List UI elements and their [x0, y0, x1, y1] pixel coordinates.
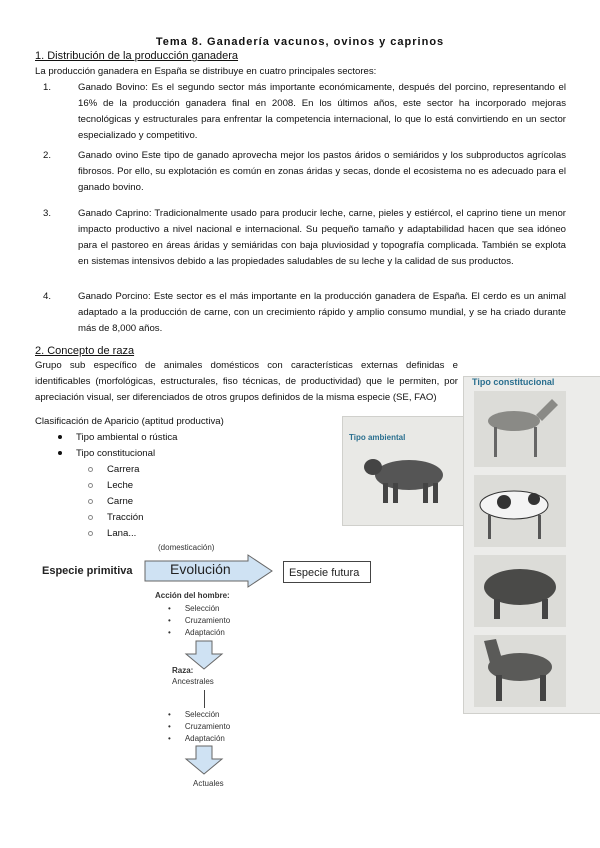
- bullet-text: Carne: [107, 496, 134, 507]
- list-item: [43, 206, 566, 270]
- list-item: [43, 80, 566, 144]
- sub-bullet-item: [88, 526, 136, 542]
- sub-bullet-item: [88, 462, 140, 478]
- list-item: [43, 148, 566, 196]
- constitutional-types-image: [463, 376, 600, 714]
- section1-heading: 1. Distribución de la producción ganadera: [35, 50, 239, 62]
- bullet-text: Leche: [107, 480, 134, 491]
- action-item: • Adaptación: [168, 734, 225, 743]
- circle-bullet-icon: [88, 515, 93, 520]
- connector-line: [204, 690, 205, 708]
- bullet-text: Lana...: [107, 528, 137, 539]
- image-caption: Tipo ambiental: [349, 433, 406, 442]
- bullet-item: [58, 446, 155, 462]
- item-number: 3.: [43, 208, 52, 219]
- bullet-text: Tracción: [107, 512, 144, 523]
- domestication-label: (domesticación): [158, 543, 215, 552]
- sub-bullet-item: [88, 494, 133, 510]
- down-arrow-icon: [184, 745, 224, 775]
- item-number: 2.: [43, 150, 52, 161]
- sub-bullet-item: [88, 510, 143, 526]
- bullet-text: Tipo constitucional: [76, 448, 156, 459]
- circle-bullet-icon: [88, 499, 93, 504]
- animal-drawings-icon: [464, 377, 600, 713]
- section1-intro: La producción ganadera en España se distribuye en cuatro principales sectores:: [35, 66, 377, 77]
- section2-heading: 2. Concepto de raza: [35, 345, 135, 357]
- action-item: • Selección: [168, 604, 220, 613]
- human-action-label: Acción del hombre:: [155, 591, 230, 600]
- primitive-species-label: Especie primitiva: [42, 565, 133, 577]
- list-item: [43, 289, 566, 337]
- bullet-icon: [58, 451, 62, 455]
- item-text: Ganado ovino Este tipo de ganado aprovecha mejor los pastos áridos o semiáridos y los subproductos agrícolas fibrosos. Por ello, su explotación es común en zonas áridas y secas, donde el ecosistema no es adecuado para el ganado bovino.: [78, 150, 566, 193]
- action-item: • Selección: [168, 710, 220, 719]
- item-number: 1.: [43, 82, 52, 93]
- bullet-text: Carrera: [107, 464, 140, 475]
- bull-drawing-icon: [343, 417, 463, 525]
- circle-bullet-icon: [88, 467, 93, 472]
- evolution-label: Evolución: [170, 561, 231, 577]
- page-title: Tema 8. Ganadería vacunos, ovinos y caprinos: [155, 36, 445, 48]
- circle-bullet-icon: [88, 531, 93, 536]
- ancestral-label: Ancestrales: [172, 677, 214, 686]
- item-text: Ganado Caprino: Tradicionalmente usado para producir leche, carne, pieles y estiércol, el caprino tiene un menor impacto productivo a nivel nacional e internacional. Su pequeño tamaño y adaptabilidad hacen que sea idóneo para el pastoreo en áreas áridas y semiáridas con baja pluviosidad y topografía complicada. También se explota en sistemas intensivos debido a las propiedades saludables de su leche y la calidad de sus productos.: [78, 208, 566, 267]
- item-text: Ganado Porcino: Este sector es el más importante en la producción ganadera de España. El cerdo es un animal adaptado a la producción de carne, con un crecimiento rápido y amplio consumo mundial, y se ha criado durante más de 8,000 años.: [78, 291, 566, 334]
- actions-list-2: [168, 709, 230, 745]
- classification-label: Clasificación de Aparicio (aptitud productiva): [35, 416, 224, 427]
- action-item: • Adaptación: [168, 628, 225, 637]
- action-item: • Cruzamiento: [168, 616, 231, 625]
- current-label: Actuales: [193, 779, 224, 788]
- item-text: Ganado Bovino: Es el segundo sector más importante económicamente, después del porcino, representando el 16% de la producción ganadera final en 2008. En los últimos años, este sector ha incorporado mejoras tecnológicas y estructurales para enfrentar la competencia internacional, lo que lo está convirtiendo en un sector especializado y competitivo.: [78, 82, 566, 141]
- bullet-item: [58, 430, 178, 446]
- image-caption: Tipo constitucional: [472, 377, 555, 387]
- circle-bullet-icon: [88, 483, 93, 488]
- race-label: Raza:: [172, 666, 194, 675]
- bull-illustration-image: [342, 416, 464, 526]
- future-species-box: Especie futura: [283, 561, 371, 583]
- bullet-text: Tipo ambiental o rústica: [76, 432, 178, 443]
- bullet-icon: [58, 435, 62, 439]
- action-item: • Cruzamiento: [168, 722, 231, 731]
- sub-bullet-item: [88, 478, 133, 494]
- actions-list-1: [168, 603, 230, 639]
- race-definition: Grupo sub específico de animales domésticos con características externas definidas e identificables (morfológicas, estructurales, fiso técnicas, de productividad) que le permiten, por apreciación visual, ser diferenciados de otros grupos definidos de la misma especie (SE, FAO): [35, 360, 458, 403]
- item-number: 4.: [43, 291, 52, 302]
